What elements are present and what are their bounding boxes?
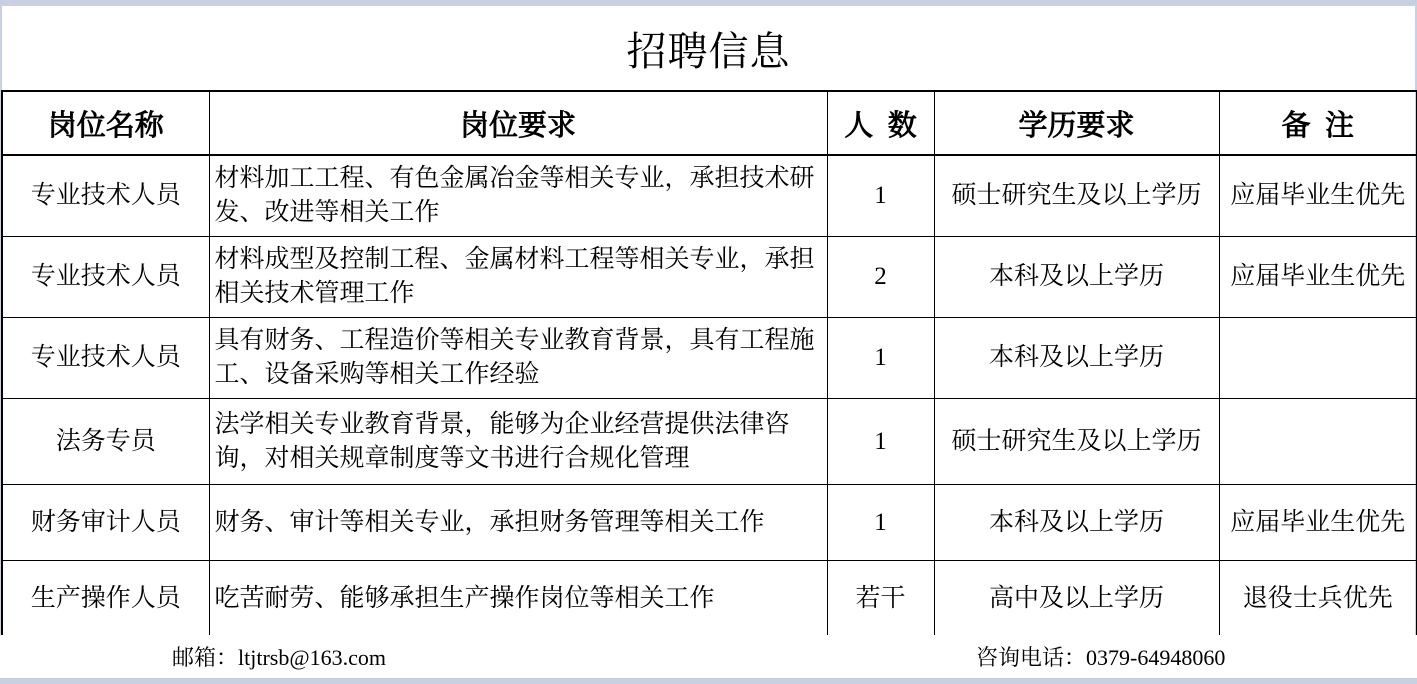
table-row <box>2 485 1417 561</box>
remarks-cell: 应届毕业生优先 <box>1219 155 1417 237</box>
frame-edge-bottom <box>0 678 1417 684</box>
position-cell: 生产操作人员 <box>2 561 209 638</box>
position-cell: 专业技术人员 <box>2 237 209 318</box>
requirements-cell: 具有财务、工程造价等相关专业教育背景，具有工程施工、设备采购等相关工作经验 <box>209 318 827 399</box>
table-row <box>2 237 1417 318</box>
count-cell: 1 <box>827 485 934 561</box>
position-cell: 法务专员 <box>2 399 209 485</box>
count-cell: 若干 <box>827 561 934 638</box>
table-row <box>2 399 1417 485</box>
education-cell: 高中及以上学历 <box>934 561 1219 638</box>
remarks-cell: 退役士兵优先 <box>1219 561 1417 638</box>
position-cell: 专业技术人员 <box>2 318 209 399</box>
footer-email: 邮箱：ltjtrsb@163.com <box>172 645 386 670</box>
count-cell: 1 <box>827 155 934 237</box>
page-title: 招聘信息 <box>626 28 791 74</box>
education-cell: 本科及以上学历 <box>934 318 1219 399</box>
footer-phone: 咨询电话：0379-64948060 <box>976 645 1226 670</box>
remarks-cell: 应届毕业生优先 <box>1219 485 1417 561</box>
education-cell: 硕士研究生及以上学历 <box>934 155 1219 237</box>
header-cell-count: 人 数 <box>827 91 934 155</box>
education-cell: 本科及以上学历 <box>934 237 1219 318</box>
requirements-cell: 材料加工工程、有色金属冶金等相关专业，承担技术研发、改进等相关工作 <box>209 155 827 237</box>
footer-band <box>0 635 1417 678</box>
table-row <box>2 561 1417 638</box>
header-cell-requirements: 岗位要求 <box>209 91 827 155</box>
requirements-cell: 吃苦耐劳、能够承担生产操作岗位等相关工作 <box>209 561 827 638</box>
education-cell: 本科及以上学历 <box>934 485 1219 561</box>
count-cell: 1 <box>827 399 934 485</box>
count-cell: 2 <box>827 237 934 318</box>
requirements-cell: 法学相关专业教育背景，能够为企业经营提供法律咨询，对相关规章制度等文书进行合规化管理 <box>209 399 827 485</box>
count-cell: 1 <box>827 318 934 399</box>
remarks-cell <box>1219 318 1417 399</box>
header-cell-position: 岗位名称 <box>2 91 209 155</box>
header-cell-education: 学历要求 <box>934 91 1219 155</box>
position-cell: 专业技术人员 <box>2 155 209 237</box>
header-cell-remarks: 备 注 <box>1219 91 1417 155</box>
remarks-cell <box>1219 399 1417 485</box>
table-row <box>2 318 1417 399</box>
position-cell: 财务审计人员 <box>2 485 209 561</box>
table-header-row <box>2 91 1417 155</box>
requirements-cell: 材料成型及控制工程、金属材料工程等相关专业，承担相关技术管理工作 <box>209 237 827 318</box>
table-row <box>2 155 1417 237</box>
title-band <box>0 6 1417 90</box>
education-cell: 硕士研究生及以上学历 <box>934 399 1219 485</box>
recruitment-table <box>1 90 1417 638</box>
remarks-cell: 应届毕业生优先 <box>1219 237 1417 318</box>
requirements-cell: 财务、审计等相关专业，承担财务管理等相关工作 <box>209 485 827 561</box>
